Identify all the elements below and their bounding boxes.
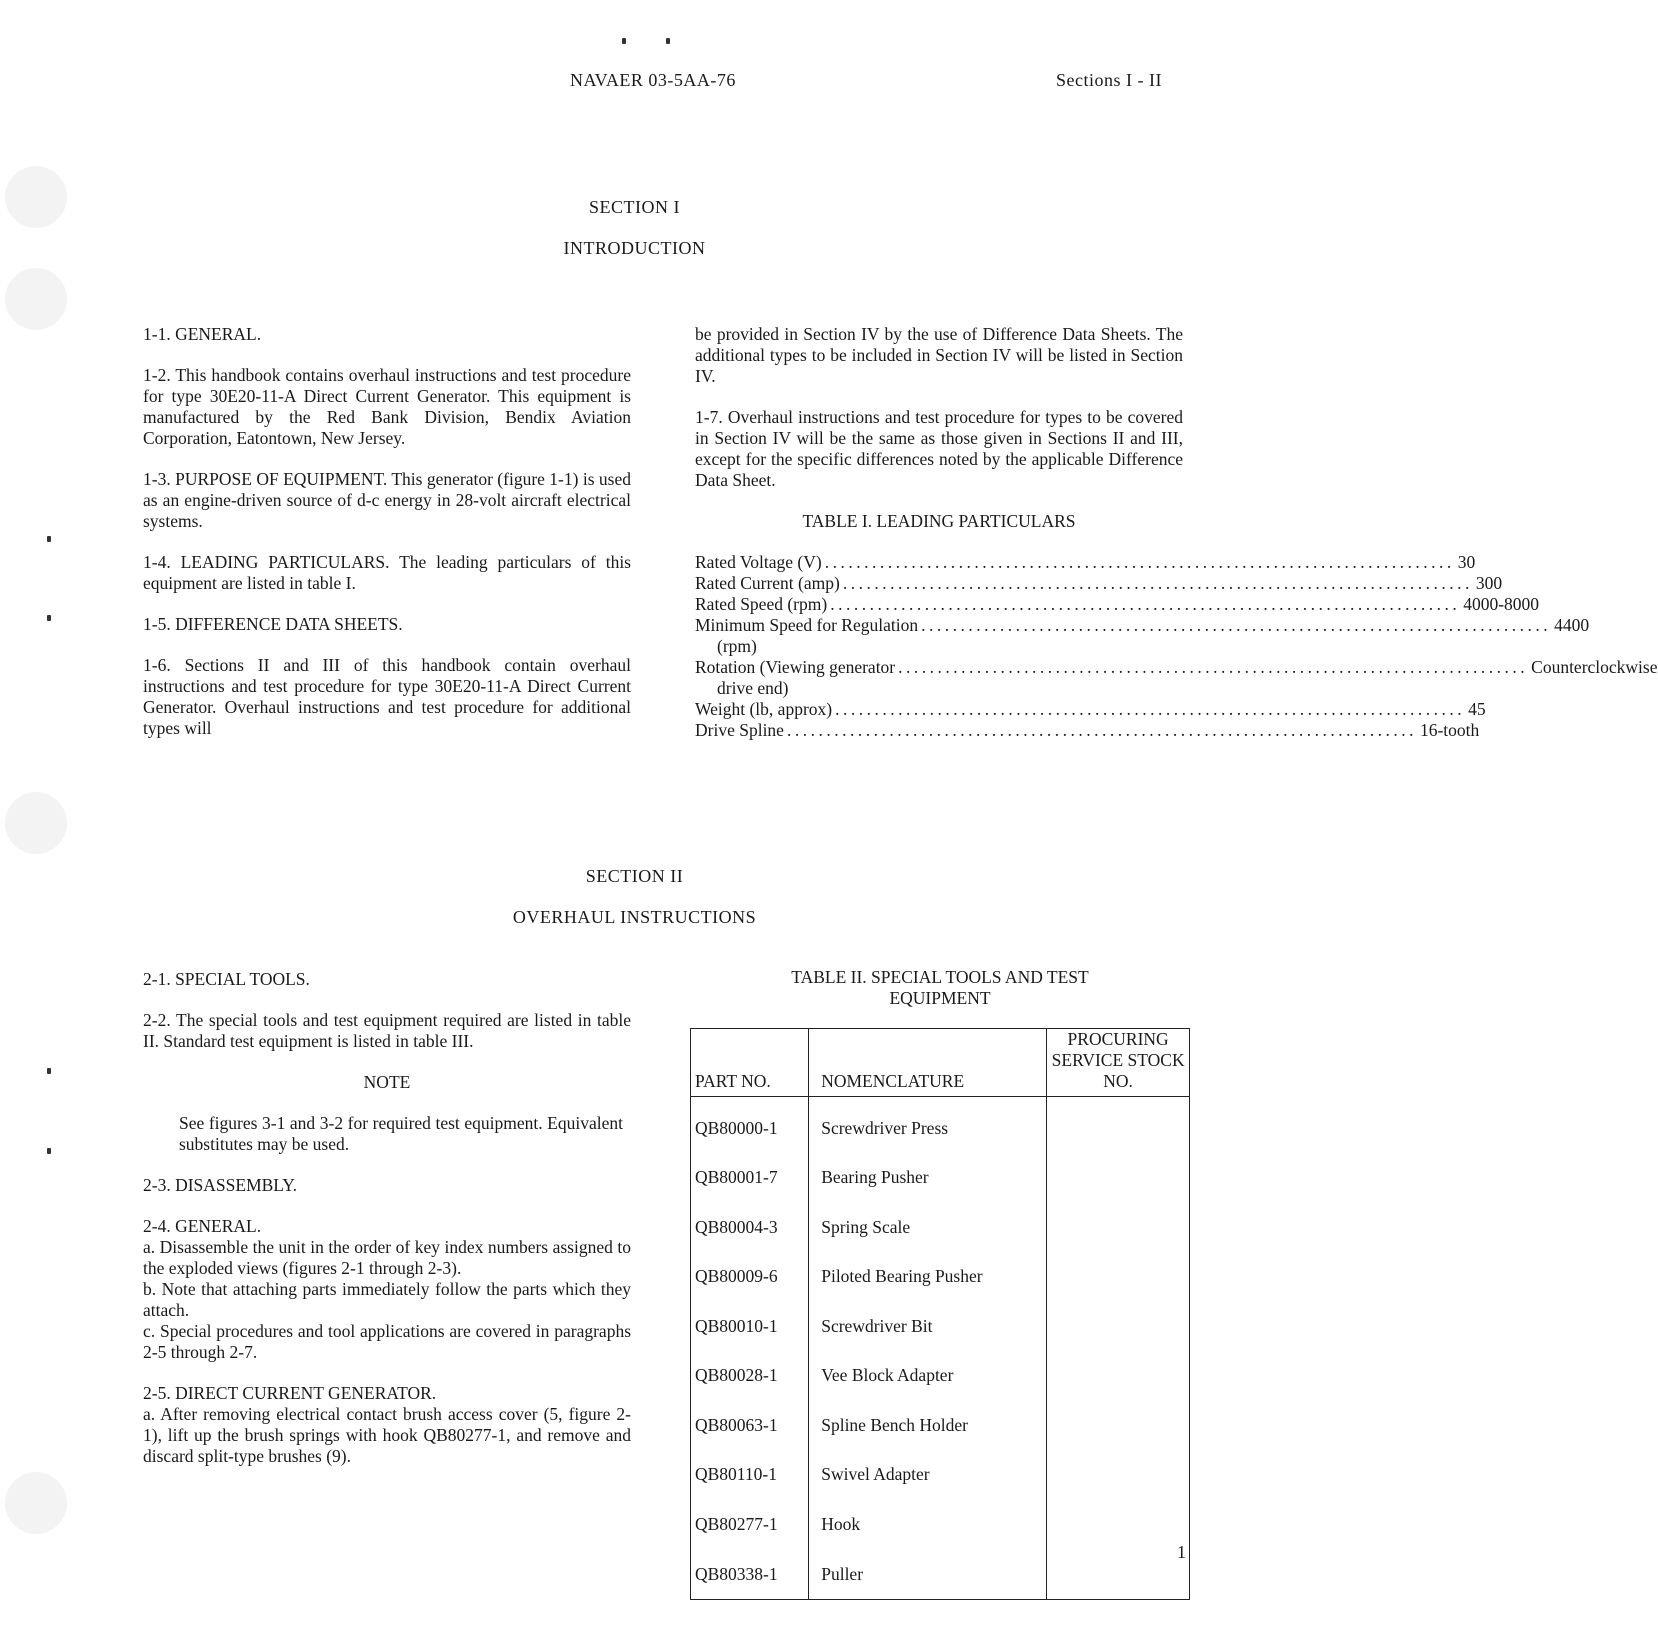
stock-number-cell (1047, 1196, 1190, 1246)
paragraph-2-4-b: b. Note that attaching parts immediately follow the parts which they attach. (143, 1279, 631, 1320)
nomenclature-cell: Spline Bench Holder (809, 1394, 1047, 1444)
table-row (691, 1543, 1190, 1600)
leading-particular-row (695, 657, 1658, 678)
leading-particular-row (695, 615, 1590, 636)
particular-label: Rated Voltage (V) (695, 552, 822, 572)
table-row (691, 1493, 1190, 1543)
table-row (691, 1196, 1190, 1246)
nomenclature-cell: Vee Block Adapter (809, 1345, 1047, 1395)
dot-leader: ................................................................................ (842, 573, 1473, 593)
part-number-cell: QB80277-1 (691, 1493, 809, 1543)
section-2-left-column (143, 969, 631, 1467)
stock-number-cell (1047, 1097, 1190, 1147)
nomenclature-cell: Screwdriver Bit (809, 1295, 1047, 1345)
scan-mark (47, 615, 51, 621)
section-2-title: SECTION II (585, 866, 684, 886)
paragraph-2-5-a: a. After removing electrical contact brush access cover (5, figure 2-1), lift up the brush springs with hook QB80277-1, and remove and discard split-type brushes (9). (143, 1404, 631, 1466)
table-2-title: TABLE II. SPECIAL TOOLS AND TEST EQUIPMENT (791, 967, 1089, 1008)
paragraph-2-4-c: c. Special procedures and tool applications are covered in paragraphs 2-5 through 2-7. (143, 1321, 631, 1362)
section-1-title: SECTION I (589, 197, 680, 217)
particular-label: Minimum Speed for Regulation (695, 615, 919, 635)
scan-mark (47, 1148, 51, 1154)
nomenclature-cell: Puller (809, 1543, 1047, 1600)
dot-leader: ................................................................................ (786, 720, 1417, 740)
binder-hole (5, 792, 67, 854)
part-number-cell: QB80000-1 (691, 1097, 809, 1147)
table-row (691, 1097, 1190, 1147)
section-2-subtitle: OVERHAUL INSTRUCTIONS (512, 907, 757, 927)
particular-label: Weight (lb, approx) (695, 699, 833, 719)
special-tools-table (690, 1028, 1190, 1600)
paragraph-2-3: 2-3. DISASSEMBLY. (143, 1175, 297, 1195)
stock-number-cell (1047, 1493, 1190, 1543)
table-row (691, 1246, 1190, 1296)
document-number: NAVAER 03-5AA-76 (570, 70, 736, 90)
stock-number-cell (1047, 1295, 1190, 1345)
particular-label-continued: (rpm) (717, 636, 757, 656)
table-row (691, 1147, 1190, 1197)
part-number-cell: QB80338-1 (691, 1543, 809, 1600)
dot-leader: ................................................................................ (921, 615, 1552, 635)
stock-number-cell (1047, 1444, 1190, 1494)
leading-particular-row (695, 699, 1486, 720)
leading-particulars-table (695, 552, 1658, 741)
particular-label: Rated Speed (rpm) (695, 594, 828, 614)
leading-particular-row (695, 720, 1480, 741)
particular-label: Rotation (Viewing generator (695, 657, 896, 677)
part-number-cell: QB80004-3 (691, 1196, 809, 1246)
dot-leader: ................................................................................ (898, 657, 1529, 677)
part-number-cell: QB80001-7 (691, 1147, 809, 1197)
nomenclature-cell: Piloted Bearing Pusher (809, 1246, 1047, 1296)
page-number: 1 (1177, 1542, 1186, 1562)
column-header-part-no: PART NO. (691, 1029, 809, 1097)
paragraph-1-6: 1-6. Sections II and III of this handbook contain overhaul instructions and test procedure for type 30E20-11-A Direct Current Generator. Overhaul instructions and test procedure for additional types will (143, 655, 631, 738)
particular-value: 30 (1457, 552, 1476, 572)
part-number-cell: QB80110-1 (691, 1444, 809, 1494)
note-title: NOTE (363, 1072, 411, 1092)
nomenclature-cell: Screwdriver Press (809, 1097, 1047, 1147)
paragraph-1-4: 1-4. LEADING PARTICULARS. The leading particulars of this equipment are listed in table I. (143, 552, 631, 593)
particular-label: Rated Current (amp) (695, 573, 840, 593)
dot-leader: ................................................................................ (835, 699, 1466, 719)
paragraph-1-6-continued: be provided in Section IV by the use of Difference Data Sheets. The additional types to be included in Section IV will be listed in Section IV. (695, 324, 1183, 386)
particular-label: Drive Spline (695, 720, 784, 740)
paragraph-1-5: 1-5. DIFFERENCE DATA SHEETS. (143, 614, 403, 634)
nomenclature-cell: Hook (809, 1493, 1047, 1543)
paragraph-1-2: 1-2. This handbook contains overhaul instructions and test procedure for type 30E20-11-A Direct Current Generator. This equipment is manufactured by the Red Bank Division, Bendix Aviation Corporation, Eatontown, New Jersey. (143, 365, 631, 448)
stock-number-cell (1047, 1147, 1190, 1197)
paragraph-2-5-title: 2-5. DIRECT CURRENT GENERATOR. (143, 1383, 437, 1403)
column-header-stock-no: PROCURING SERVICE STOCK NO. (1047, 1029, 1190, 1097)
particular-value: 4400 (1554, 615, 1590, 635)
part-number-cell: QB80009-6 (691, 1246, 809, 1296)
table-row (691, 1295, 1190, 1345)
stock-number-cell (1047, 1394, 1190, 1444)
dot-leader: ................................................................................ (830, 594, 1461, 614)
stock-number-cell (1047, 1543, 1190, 1600)
leading-particular-row (695, 573, 1503, 594)
table-1-title: TABLE I. LEADING PARTICULARS (802, 511, 1076, 531)
binder-hole (5, 1472, 67, 1534)
note-text: See figures 3-1 and 3-2 for required test equipment. Equivalent substitutes may be used. (179, 1113, 623, 1154)
paragraph-1-3: 1-3. PURPOSE OF EQUIPMENT. This generator (figure 1-1) is used as an engine-driven source of d-c energy in 28-volt aircraft electrical systems. (143, 469, 631, 531)
particular-value: 4000-8000 (1463, 594, 1540, 614)
section-1-right-column (695, 324, 1658, 741)
header-sections: Sections I - II (1056, 70, 1162, 90)
particular-value: 16-tooth (1419, 720, 1480, 740)
particular-value: Counterclockwise (1531, 657, 1658, 677)
particular-value: 45 (1468, 699, 1486, 719)
particular-label-continued: drive end) (717, 678, 789, 698)
paragraph-2-1: 2-1. SPECIAL TOOLS. (143, 969, 310, 989)
part-number-cell: QB80028-1 (691, 1345, 809, 1395)
part-number-cell: QB80010-1 (691, 1295, 809, 1345)
stock-number-cell (1047, 1345, 1190, 1395)
nomenclature-cell: Swivel Adapter (809, 1444, 1047, 1494)
table-row (691, 1444, 1190, 1494)
section-1-left-column (143, 324, 631, 759)
leading-particular-row (695, 594, 1540, 615)
table-header-row (691, 1029, 1190, 1097)
paragraph-2-4-a: a. Disassemble the unit in the order of key index numbers assigned to the exploded views (figures 2-1 through 2-3). (143, 1237, 631, 1278)
part-number-cell: QB80063-1 (691, 1394, 809, 1444)
paragraph-1-7: 1-7. Overhaul instructions and test procedure for types to be covered in Section IV will be the same as those given in Sections II and III, except for the specific differences noted by the applicable Difference Data Sheet. (695, 407, 1183, 490)
leading-particular-row (695, 552, 1476, 573)
table-row (691, 1345, 1190, 1395)
paragraph-1-1: 1-1. GENERAL. (143, 324, 262, 344)
particular-value: 300 (1475, 573, 1503, 593)
nomenclature-cell: Bearing Pusher (809, 1147, 1047, 1197)
dot-leader: ................................................................................ (824, 552, 1455, 572)
stock-number-cell (1047, 1246, 1190, 1296)
section-1-subtitle: INTRODUCTION (563, 238, 706, 258)
binder-hole (5, 268, 67, 330)
table-row (691, 1394, 1190, 1444)
column-header-nomenclature: NOMENCLATURE (809, 1029, 1047, 1097)
paragraph-2-2: 2-2. The special tools and test equipment required are listed in table II. Standard test equipment is listed in table III. (143, 1010, 631, 1051)
nomenclature-cell: Spring Scale (809, 1196, 1047, 1246)
scan-mark (47, 1068, 51, 1074)
scan-mark (666, 38, 670, 44)
scan-mark (622, 38, 626, 44)
scan-mark (47, 536, 51, 542)
paragraph-2-4-title: 2-4. GENERAL. (143, 1216, 262, 1236)
